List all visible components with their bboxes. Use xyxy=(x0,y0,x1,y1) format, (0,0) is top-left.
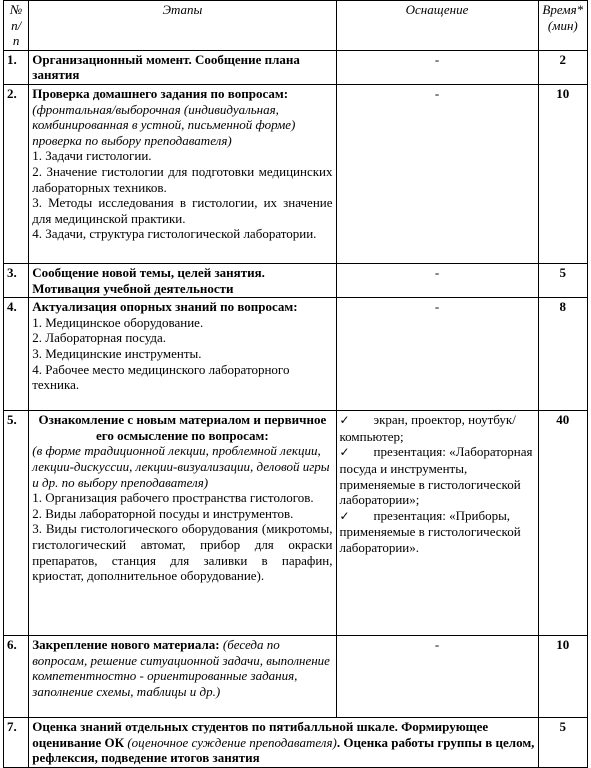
list-item: 2. Значение гистологии для подготовки медицинских лабораторных техников. xyxy=(32,163,333,195)
stage-title: Актуализация опорных знаний по вопросам: xyxy=(32,299,298,315)
table-row xyxy=(4,636,588,718)
stage-cell xyxy=(29,636,336,718)
table-row xyxy=(4,50,588,84)
checkmark-icon: ✓ xyxy=(339,413,350,428)
row-number: 7. xyxy=(4,718,29,768)
row-number: 5. xyxy=(4,411,29,636)
row-number: 1. xyxy=(4,50,29,84)
table-row xyxy=(4,718,588,768)
table-row xyxy=(4,263,588,297)
list-item: 1. Медицинское оборудование. xyxy=(32,314,204,330)
equipment-item xyxy=(340,412,535,444)
list-item: 3. Методы исследования в гистологии, их значение для медицинской практики. xyxy=(32,195,333,226)
time-cell: 5 xyxy=(538,718,587,768)
list-item: 4. Рабочее место медицинского лабораторного техника. xyxy=(32,361,290,393)
stage-title: Закрепление нового материала: xyxy=(32,637,220,653)
equipment-cell: - xyxy=(336,50,538,84)
time-cell: 40 xyxy=(538,411,587,636)
equipment-cell: - xyxy=(336,298,538,411)
stage-title: Организационный момент. Сообщение плана занятия xyxy=(32,51,300,83)
header-equipment: Оснащение xyxy=(336,1,538,51)
row-number: 2. xyxy=(4,84,29,263)
equipment-item xyxy=(340,508,535,556)
checkmark-icon: ✓ xyxy=(339,508,350,523)
stage-note: (фронтальная/выборочная (индивидуальная, комбинированная в устной, письменной форме) проверка по выбору преподавателя) xyxy=(32,101,296,148)
table-row xyxy=(4,411,588,636)
stage-title: Проверка домашнего задания по вопросам: xyxy=(32,85,289,101)
header-num: № п/ п xyxy=(4,1,29,51)
stage-cell xyxy=(29,298,336,411)
stage-cell xyxy=(29,84,336,263)
time-cell: 5 xyxy=(538,263,587,297)
lesson-plan-table xyxy=(3,0,588,768)
list-item: 2. Лабораторная посуда. xyxy=(32,330,167,346)
stage-cell xyxy=(29,263,336,297)
list-item: 2. Виды лабораторной посуды и инструментов. xyxy=(32,505,294,521)
table-row xyxy=(4,298,588,411)
list-item: 1. Задачи гистологии. xyxy=(32,148,152,164)
time-cell: 2 xyxy=(538,50,587,84)
table-row xyxy=(4,84,588,263)
row-number: 3. xyxy=(4,263,29,297)
stage-cell xyxy=(29,50,336,84)
header-stages: Этапы xyxy=(29,1,336,51)
time-cell: 8 xyxy=(538,298,587,411)
equipment-item-text: презентация: «Приборы, применяемые в гистологической лаборатории». xyxy=(339,507,521,555)
stage-title: Оценка знаний отдельных студентов по пятибалльной шкале. Формирующее оценивание ОК xyxy=(32,719,489,750)
stage-title: Ознакомление с новым материалом и первичное его осмысление по вопросам: xyxy=(38,412,327,443)
equipment-item-text: презентация: «Лабораторная посуда и инструменты, применяемые в гистологической лаборатории»; xyxy=(339,444,533,508)
header-row xyxy=(4,1,588,51)
row-number: 4. xyxy=(4,298,29,411)
equipment-cell: - xyxy=(336,84,538,263)
equipment-item-text: экран, проектор, ноутбук/компьютер; xyxy=(339,412,516,444)
stage-cell xyxy=(29,411,336,636)
stage-note: (в форме традиционной лекции, проблемной лекции, лекции-дискуссии, лекции-визуализации, деловой игры и др. по выбору преподавателя) xyxy=(32,443,330,490)
equipment-cell xyxy=(336,411,538,636)
time-cell: 10 xyxy=(538,636,587,718)
stage-cell xyxy=(29,718,538,768)
list-item: 1. Организация рабочего пространства гистологов. xyxy=(32,490,314,506)
row-number: 6. xyxy=(4,636,29,718)
equipment-cell: - xyxy=(336,263,538,297)
list-item: 3. Медицинские инструменты. xyxy=(32,345,202,361)
stage-title: Сообщение новой темы, целей занятия. Мотивация учебной деятельности xyxy=(32,264,265,296)
header-time: Время* (мин) xyxy=(538,1,587,51)
list-item: 3. Виды гистологического оборудования (микротомы, гистологический автомат, прибор для окраски препаратов, станция для заливки в парафин, криостат, дополнительное оборудование). xyxy=(32,521,333,584)
equipment-cell: - xyxy=(336,636,538,718)
list-item: 4. Задачи, структура гистологической лаборатории. xyxy=(32,226,317,242)
equipment-item xyxy=(340,444,535,507)
time-cell: 10 xyxy=(538,84,587,263)
stage-title-continuation: . Оценка работы группы в целом, рефлексия, подведение итогов занятия xyxy=(32,734,535,766)
checkmark-icon: ✓ xyxy=(339,445,350,460)
stage-note: (оценочное суждение преподавателя) xyxy=(127,734,337,750)
stage-note: (беседа по вопросам, решение ситуационной задачи, выполнение компетентностно - ориентированные задания, заполнение схемы, таблицы и др.) xyxy=(32,637,330,699)
